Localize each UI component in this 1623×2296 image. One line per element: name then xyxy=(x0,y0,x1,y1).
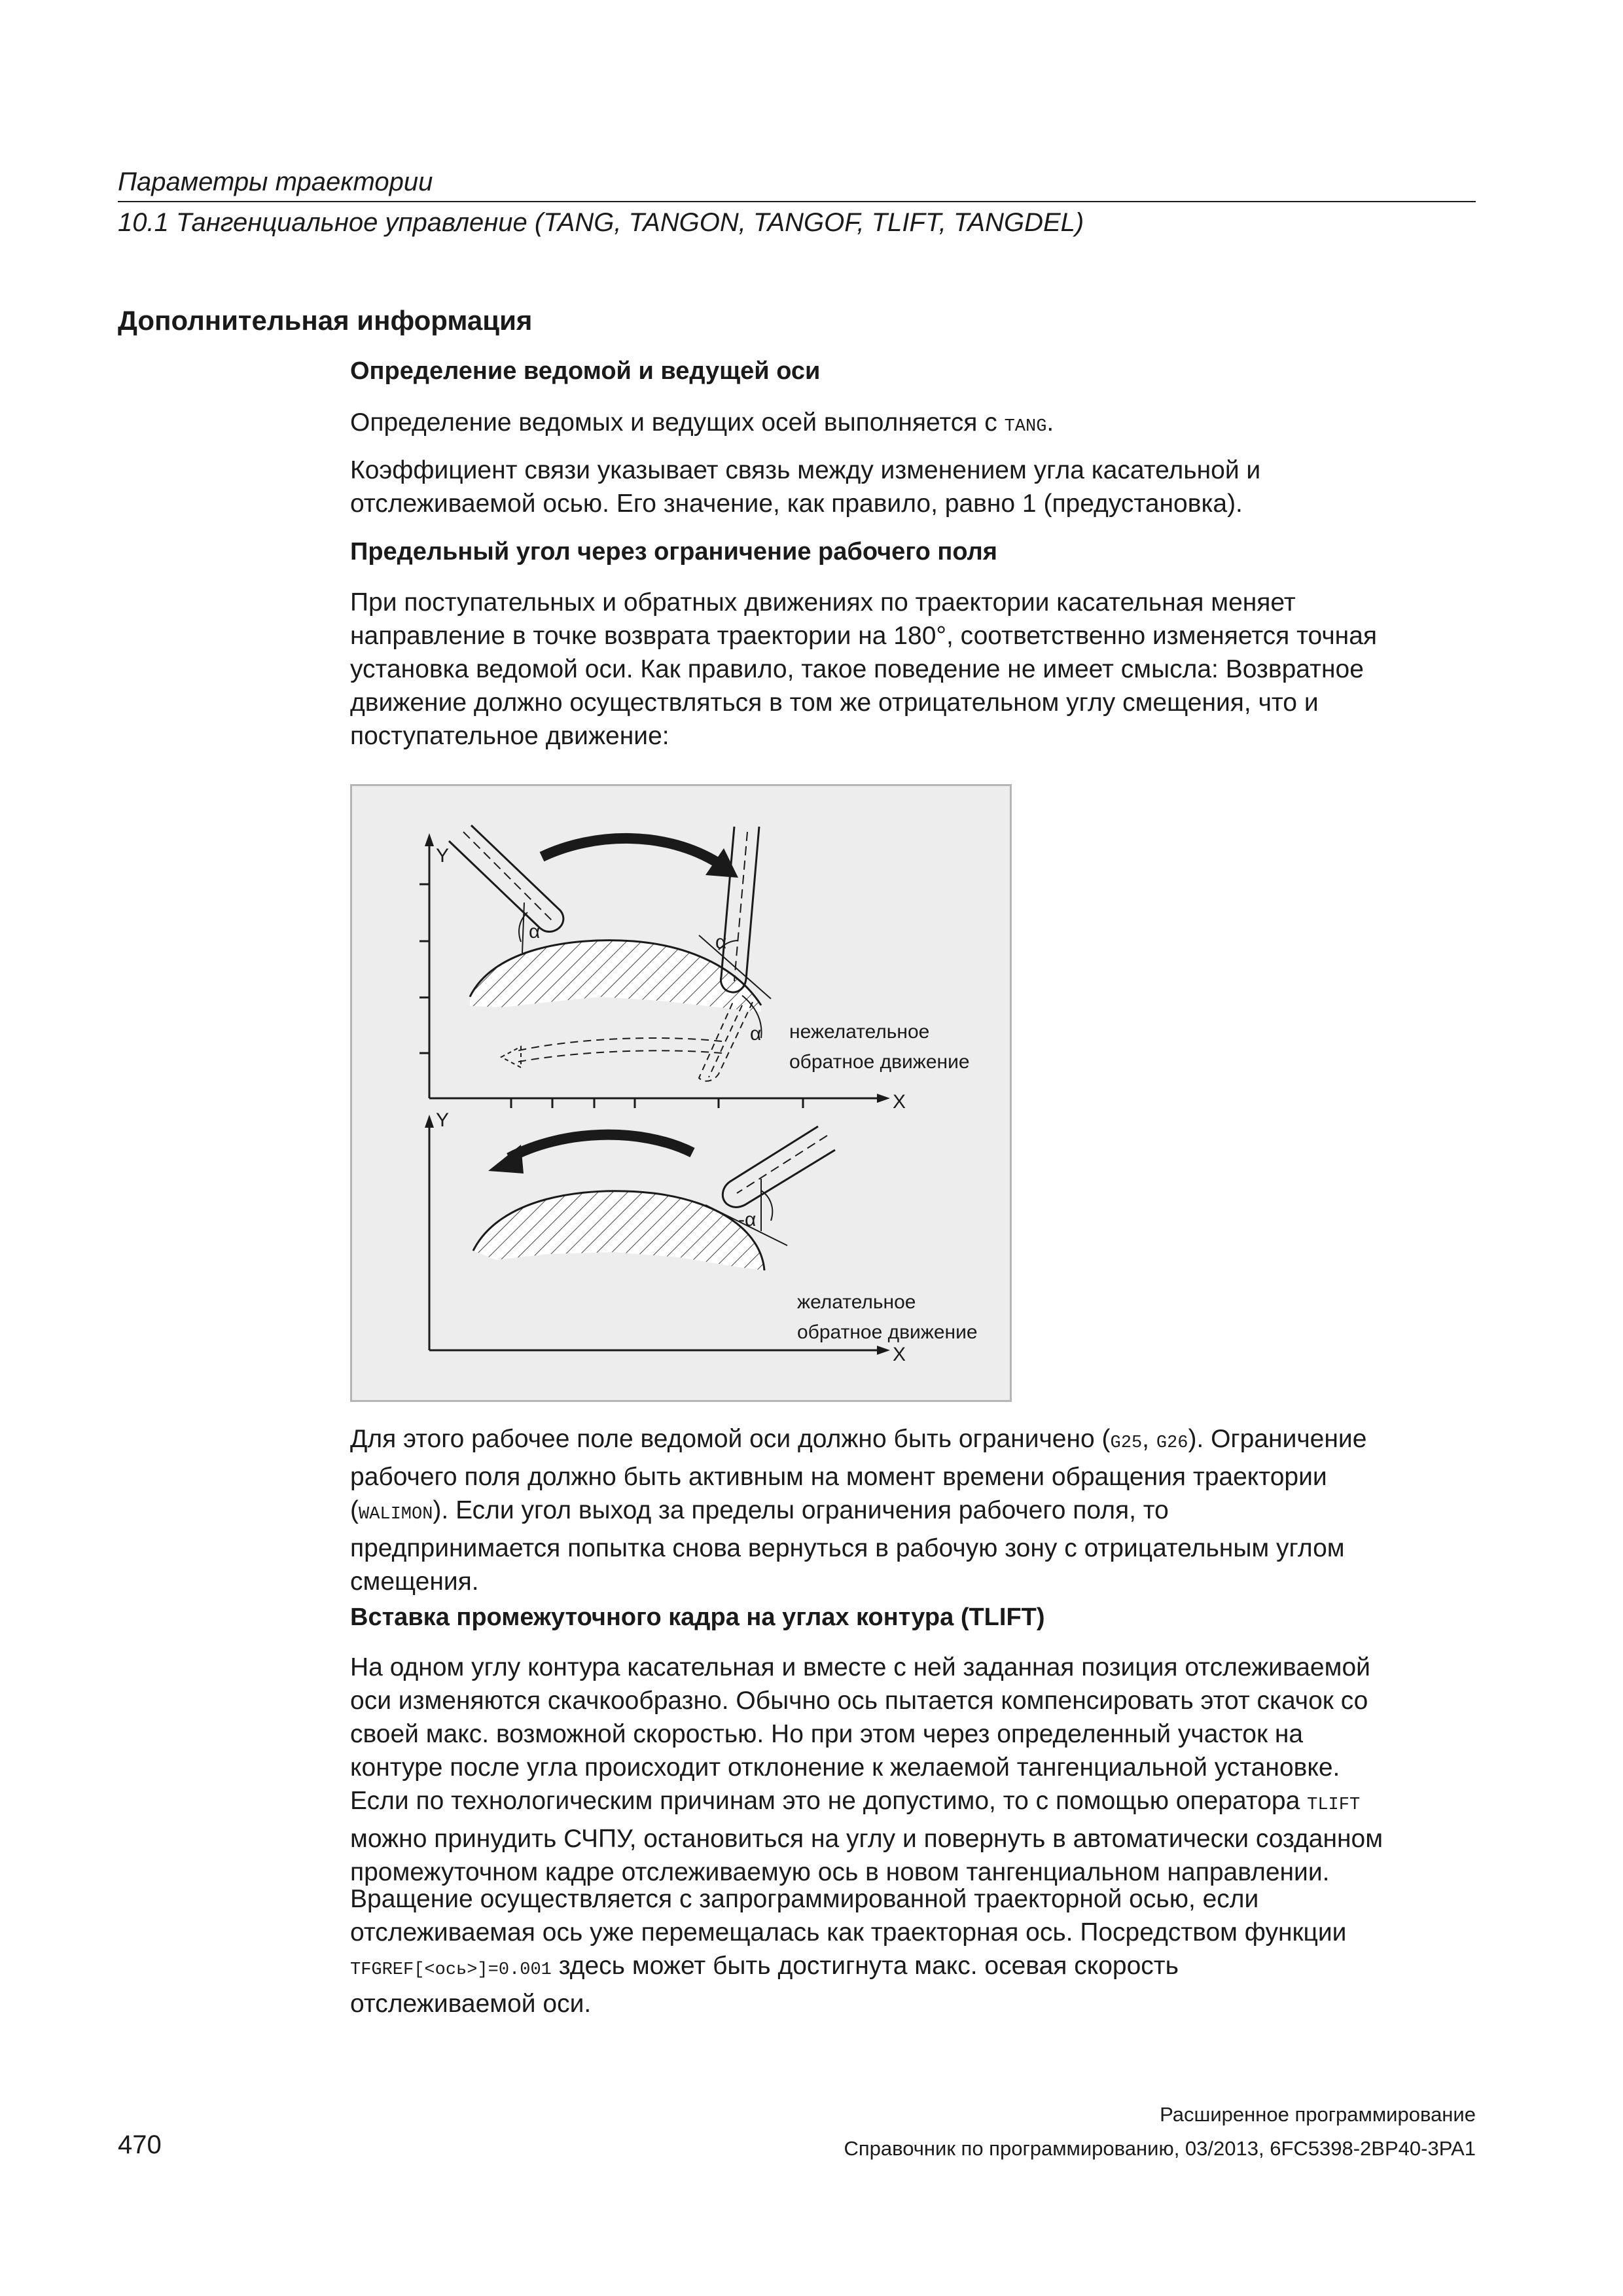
text-run: ). Ограничение xyxy=(1188,1425,1367,1453)
text-line: отслеживаемой оси. xyxy=(350,1990,592,2018)
text-run: Для этого рабочее поле ведомой оси должно быть ограничено ( xyxy=(350,1425,1111,1453)
paragraph-rotation xyxy=(350,1882,1489,2020)
label-undesired-line2: обратное движение xyxy=(789,1051,970,1073)
code-tang: TANG xyxy=(1004,417,1047,437)
text-run: ( xyxy=(350,1496,359,1524)
page-number: 470 xyxy=(118,2130,162,2159)
text-line: рабочего поля должно быть активным на момент времени обращения траектории xyxy=(350,1463,1327,1491)
text-line: При поступательных и обратных движениях по траектории касательная меняет xyxy=(350,588,1296,617)
alpha-left: α xyxy=(529,921,541,942)
paragraph-reversal xyxy=(350,586,1489,753)
backward-arrow-head-icon xyxy=(501,1047,521,1067)
footer-book-title: Расширенное программирование xyxy=(1160,2103,1476,2126)
text-run: здесь может быть достигнута макс. осевая скорость xyxy=(551,1952,1179,1980)
y-axis-bottom-arrow-icon xyxy=(425,1115,434,1128)
text-line: отслеживаемая ось уже перемещалась как траекторная ось. Посредством функции xyxy=(350,1918,1347,1946)
text-line: оси изменяются скачкообразно. Обычно ось пытается компенсировать этот скачок со xyxy=(350,1687,1368,1715)
code-tlift: TLIFT xyxy=(1307,1795,1361,1815)
label-x-top: X xyxy=(893,1091,906,1113)
paragraph-tlift xyxy=(350,1651,1489,1889)
tool-right xyxy=(721,827,760,992)
text-line: поступательное движение: xyxy=(350,722,669,750)
x-axis-bottom-arrow-icon xyxy=(877,1346,890,1355)
tool-undesired xyxy=(699,1002,753,1081)
running-header-chapter: Параметры траектории xyxy=(118,168,433,196)
header-rule xyxy=(118,201,1476,202)
label-x-bottom: X xyxy=(893,1344,906,1365)
text-line: предпринимается попытка снова вернуться в рабочую зону с отрицательным углом xyxy=(350,1534,1345,1562)
subheading-master-slave: Определение ведомой и ведущей оси xyxy=(350,357,821,385)
tangent-diagram xyxy=(350,784,1012,1402)
text-line: Коэффициент связи указывает связь между изменением угла касательной и xyxy=(350,456,1261,484)
paragraph-axis-definition xyxy=(350,406,1489,444)
forward-motion-arrow xyxy=(542,838,719,863)
text-line: своей макс. возможной скоростью. Но при этом через определенный участок на xyxy=(350,1720,1304,1748)
section-heading: Дополнительная информация xyxy=(118,305,533,336)
paragraph-coupling-factor xyxy=(350,454,1489,520)
tool-left xyxy=(449,825,563,932)
text-run: , xyxy=(1142,1425,1156,1453)
y-axis-arrow-icon xyxy=(425,833,434,846)
x-axis-arrow-icon xyxy=(877,1094,890,1103)
upper-diagram xyxy=(419,825,970,1113)
text-run: ). Если угол выход за пределы ограничения рабочего поля, то xyxy=(433,1496,1169,1524)
text-line: контуре после угла происходит отклонение к желаемой тангенциальной установке. xyxy=(350,1753,1340,1782)
alpha-undesired: α xyxy=(750,1023,762,1045)
subheading-limit-angle: Предельный угол через ограничение рабочего поля xyxy=(350,538,997,565)
text-line: На одном углу контура касательная и вместе с ней заданная позиция отслеживаемой xyxy=(350,1653,1370,1681)
text-line: направление в точке возврата траектории на 180°, соответственно изменяется точная xyxy=(350,622,1378,650)
text-line: отслеживаемой осью. Его значение, как правило, равно 1 (предустановка). xyxy=(350,490,1243,518)
alpha-right: α xyxy=(715,931,727,953)
text-line: можно принудить СЧПУ, остановиться на углу и повернуть в автоматически созданном xyxy=(350,1825,1383,1853)
backward-motion-arrow-desired xyxy=(509,1135,692,1158)
diagram-svg xyxy=(352,786,1010,1400)
lower-diagram xyxy=(425,1109,978,1365)
tool-desired xyxy=(722,1126,835,1208)
backward-motion-arrow-undesired xyxy=(516,1038,722,1051)
code-tfgref: TFGREF[<ось>]=0.001 xyxy=(350,1960,552,1980)
code-g26: G26 xyxy=(1156,1433,1188,1453)
desired-arrow-head-icon xyxy=(488,1145,524,1174)
text-run: Определение ведомых и ведущих осей выполняется с xyxy=(350,408,1005,437)
backward-arrow-edge xyxy=(516,1050,722,1062)
text-run: . xyxy=(1046,408,1054,437)
text-line: смещения. xyxy=(350,1568,479,1596)
text-line: промежуточном кадре отслеживаемую ось в новом тангенциальном направлении. xyxy=(350,1858,1330,1886)
running-header-section: 10.1 Тангенциальное управление (TANG, TANGON, TANGOF, TLIFT, TANGDEL) xyxy=(118,208,1084,237)
text-run: Если по технологическим причинам это не допустимо, то с помощью оператора xyxy=(350,1787,1308,1815)
subheading-tlift: Вставка промежуточного кадра на углах контура (TLIFT) xyxy=(350,1604,1045,1631)
paragraph-working-area-limit xyxy=(350,1422,1489,1598)
text-line: установка ведомой оси. Как правило, такое поведение не имеет смысла: Возвратное xyxy=(350,655,1364,683)
label-y-top: Y xyxy=(436,845,450,867)
label-desired-line2: обратное движение xyxy=(797,1321,978,1343)
neg-alpha-label: -α xyxy=(738,1209,757,1230)
footer-manual-ref: Справочник по программированию, 03/2013, 6FC5398-2BP40-3PA1 xyxy=(844,2137,1476,2160)
label-undesired-line1: нежелательное xyxy=(789,1021,930,1043)
code-walimon: WALIMON xyxy=(359,1505,433,1524)
label-desired-line1: желательное xyxy=(797,1291,916,1313)
label-y-bottom: Y xyxy=(436,1109,450,1131)
text-line: Вращение осуществляется с запрограммированной траекторной осью, если xyxy=(350,1885,1259,1913)
workpiece-bottom xyxy=(473,1191,764,1270)
text-line: движение должно осуществляться в том же отрицательном углу смещения, что и xyxy=(350,689,1319,717)
code-g25: G25 xyxy=(1110,1433,1143,1453)
